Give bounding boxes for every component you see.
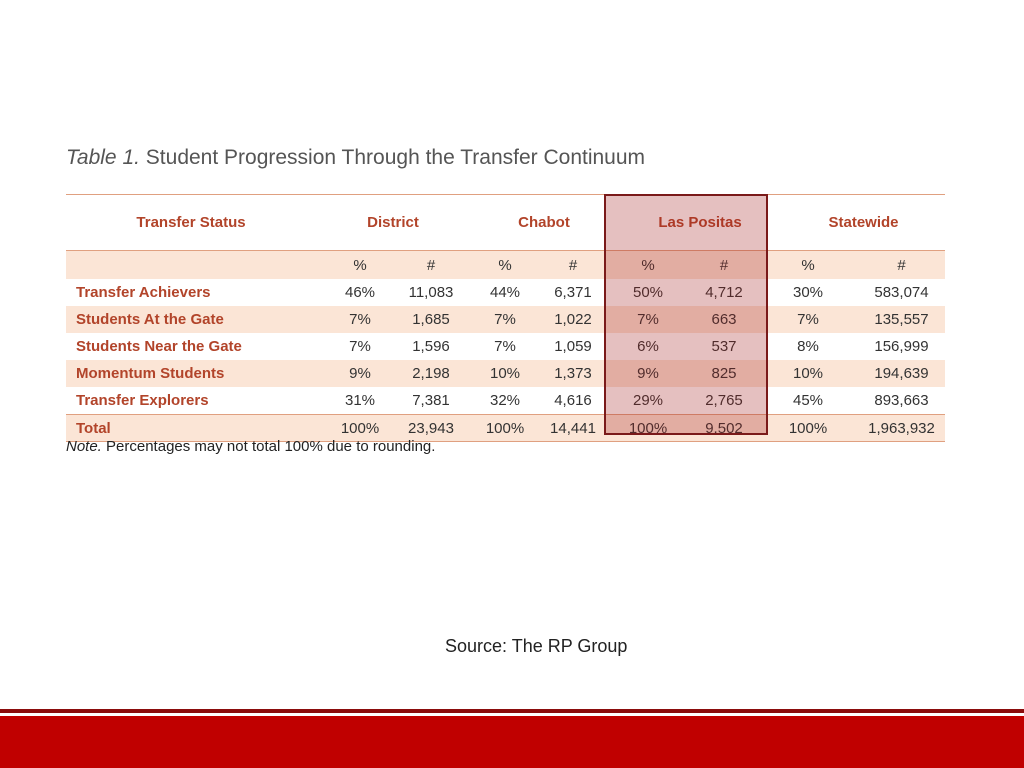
cell-value: 50% — [632, 284, 664, 301]
subheader-statewide-pct: % — [801, 256, 815, 274]
cell-value: 46% — [344, 284, 376, 301]
header-district: District — [367, 214, 419, 231]
cell-value: 2,198 — [412, 365, 450, 382]
cell-value: 7% — [349, 338, 371, 355]
row-label: Transfer Achievers — [76, 284, 211, 301]
cell-value: 583,074 — [874, 284, 929, 301]
cell-value: 2,765 — [705, 392, 743, 409]
cell-value: 194,639 — [874, 365, 929, 382]
cell-value: 11,083 — [408, 284, 454, 301]
footer-band — [0, 716, 1024, 768]
header-chabot: Chabot — [518, 214, 570, 231]
subheader-district-pct: % — [353, 256, 367, 274]
cell-value: 537 — [711, 338, 737, 355]
cell-value: 4,712 — [705, 284, 743, 301]
cell-value: 7% — [797, 311, 819, 328]
subheader-district-count: # — [426, 256, 436, 274]
cell-value: 7% — [349, 311, 371, 328]
subheader-chabot-count: # — [568, 256, 578, 274]
cell-value: 825 — [711, 365, 737, 382]
cell-value: 1,596 — [412, 338, 450, 355]
row-label: Students Near the Gate — [76, 338, 242, 355]
subheader-laspositas-count: # — [719, 256, 729, 274]
subheader-chabot-pct: % — [498, 256, 512, 274]
cell-value: 100% — [628, 419, 668, 437]
header-las-positas: Las Positas — [658, 214, 742, 231]
source-caption: Source: The RP Group — [445, 636, 628, 656]
cell-value: 7% — [637, 311, 659, 328]
cell-value: 29% — [632, 392, 664, 409]
cell-value: 6,371 — [554, 284, 592, 301]
cell-value: 100% — [788, 419, 828, 437]
row-label: Total — [76, 419, 111, 437]
cell-value: 1,022 — [554, 311, 592, 328]
cell-value: 1,373 — [554, 365, 592, 382]
cell-value: 30% — [792, 284, 824, 301]
cell-value: 10% — [489, 365, 521, 382]
table-title — [66, 146, 645, 170]
cell-value: 1,059 — [554, 338, 592, 355]
note-text: Percentages may not total 100% due to rounding. — [106, 438, 436, 455]
cell-value: 135,557 — [874, 311, 929, 328]
cell-value: 7% — [494, 311, 516, 328]
table-row — [66, 387, 945, 414]
cell-value: 44% — [489, 284, 521, 301]
progression-table — [66, 194, 945, 442]
cell-value: 45% — [792, 392, 824, 409]
cell-value: 7,381 — [412, 392, 450, 409]
cell-value: 9,502 — [705, 419, 743, 437]
cell-value: 7% — [494, 338, 516, 355]
cell-value: 6% — [637, 338, 659, 355]
cell-value: 8% — [797, 338, 819, 355]
cell-value: 9% — [349, 365, 371, 382]
cell-value: 23,943 — [408, 419, 454, 437]
header-statewide: Statewide — [828, 214, 899, 231]
table-row — [66, 279, 945, 306]
cell-value: 4,616 — [554, 392, 592, 409]
cell-value: 1,963,932 — [868, 419, 935, 437]
cell-value: 663 — [711, 311, 737, 328]
cell-value: 100% — [485, 419, 525, 437]
cell-value: 9% — [637, 365, 659, 382]
cell-value: 156,999 — [874, 338, 929, 355]
row-label: Students At the Gate — [76, 311, 224, 328]
cell-value: 10% — [792, 365, 824, 382]
header-transfer-status: Transfer Status — [136, 214, 246, 231]
subheader-statewide-count: # — [897, 256, 906, 274]
subheader-laspositas-pct: % — [641, 256, 655, 274]
cell-value: 893,663 — [874, 392, 929, 409]
table-note — [66, 438, 435, 455]
table-number: Table 1. — [66, 146, 140, 169]
row-label: Momentum Students — [76, 365, 225, 382]
table-row — [66, 333, 945, 360]
table-row — [66, 306, 945, 333]
footer-divider — [0, 709, 1024, 713]
table-header-row — [66, 195, 945, 251]
table-row — [66, 360, 945, 387]
table-title-text: Student Progression Through the Transfer Continuum — [145, 146, 646, 169]
note-label: Note. — [66, 438, 102, 455]
cell-value: 31% — [344, 392, 376, 409]
row-label: Transfer Explorers — [76, 392, 209, 409]
cell-value: 14,441 — [550, 419, 596, 437]
cell-value: 32% — [489, 392, 521, 409]
cell-value: 100% — [340, 419, 380, 437]
cell-value: 1,685 — [412, 311, 450, 328]
table-subheader-row — [66, 251, 945, 279]
